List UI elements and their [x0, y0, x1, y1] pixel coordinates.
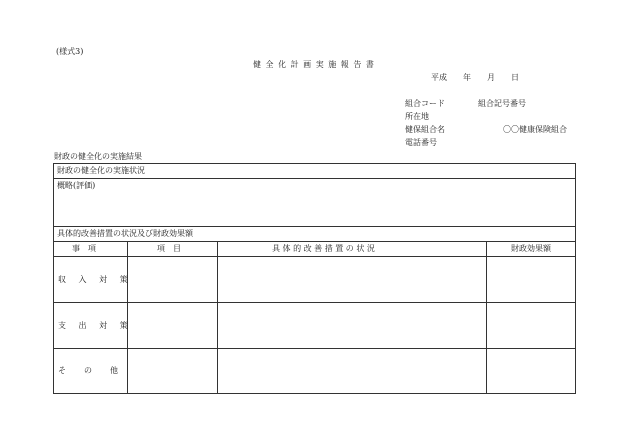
address-label: 所在地: [405, 112, 429, 121]
date-day: 日: [511, 73, 519, 82]
column-header-status: 具 体 的 改 善 措 置 の 状 況: [272, 244, 375, 253]
section-heading: 財政の健全化の実施結果: [54, 152, 142, 161]
phone-label: 電話番号: [405, 138, 437, 147]
row-divider: [54, 348, 575, 349]
row-divider: [54, 302, 575, 303]
row-label-income: 収 入 対 策: [58, 275, 133, 284]
association-symbol-label: 組合記号番号: [478, 99, 526, 108]
association-name-label: 健保組合名: [405, 125, 445, 134]
association-name-value: 〇〇健康保険組合: [503, 125, 567, 134]
summary-label: 概略(評価): [57, 181, 96, 190]
measures-heading: 具体的改善措置の状況及び財政効果額: [57, 229, 193, 238]
column-header-detail: 項 目: [157, 244, 181, 253]
date-year: 年: [463, 73, 471, 82]
row-divider: [54, 241, 575, 242]
date-era: 平成: [431, 73, 447, 82]
form-number: (様式3): [56, 47, 84, 56]
date-month: 月: [487, 73, 495, 82]
column-divider: [217, 241, 218, 393]
status-heading: 財政の健全化の実施状況: [57, 166, 145, 175]
document-title: 健 全 化 計 画 実 施 報 告 書: [253, 60, 375, 69]
column-divider: [486, 241, 487, 393]
row-divider: [54, 256, 575, 257]
column-divider: [127, 241, 128, 393]
column-header-effect: 財政効果額: [511, 244, 551, 253]
row-label-expense: 支 出 対 策: [58, 321, 133, 330]
row-divider: [54, 178, 575, 179]
column-header-item: 事 項: [72, 244, 96, 253]
association-code-label: 組合コード: [405, 99, 445, 108]
row-divider: [54, 226, 575, 227]
report-table: [53, 163, 576, 394]
row-label-other: そ の 他: [58, 366, 123, 375]
